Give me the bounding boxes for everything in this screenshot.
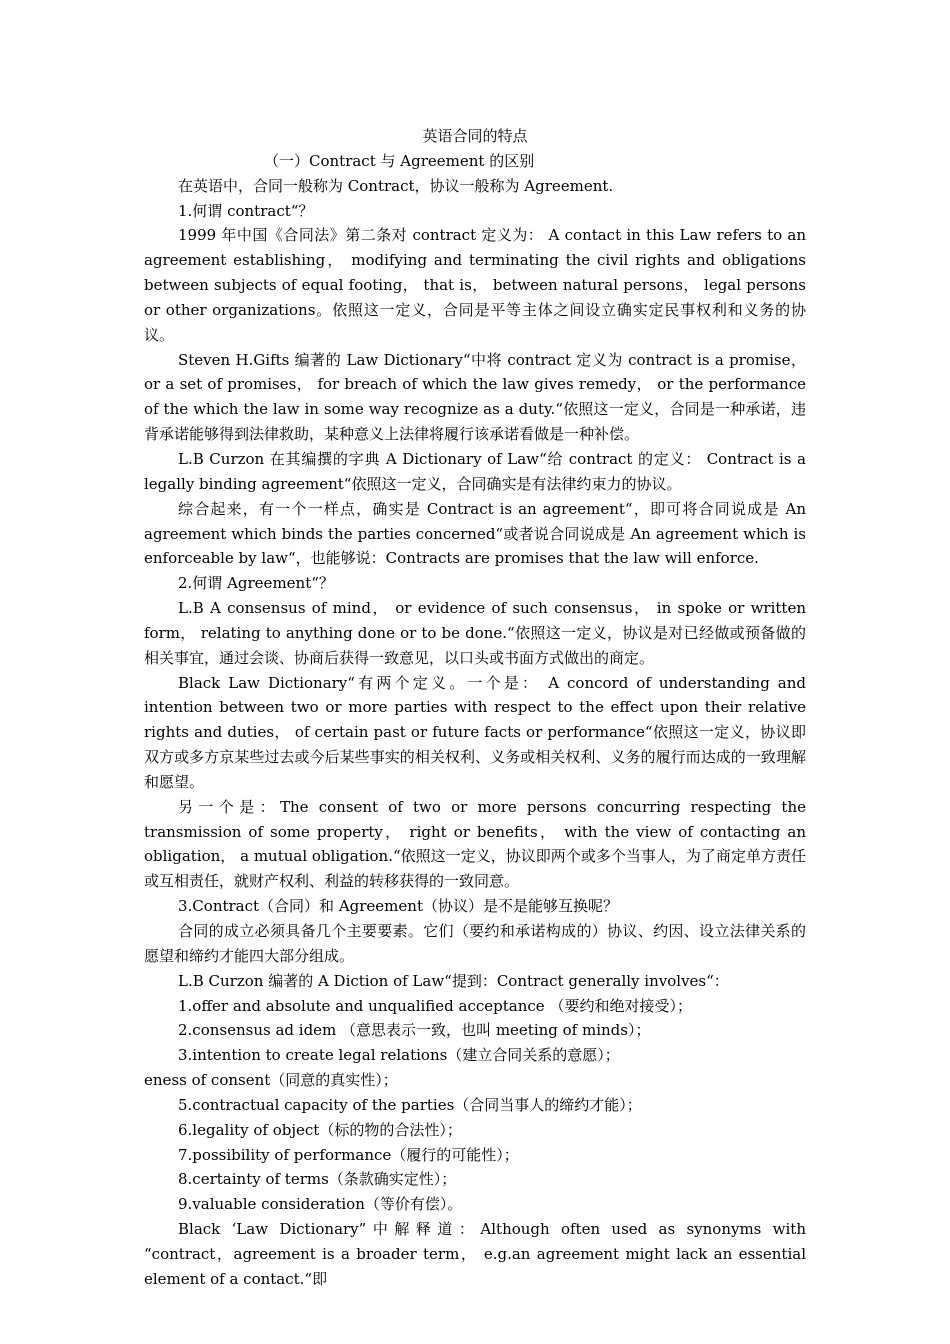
list-item: 2.consensus ad idem （意思表示一致，也叫 meeting of minds）； [178, 1021, 651, 1040]
paragraph: Black Law Dictionary“有两个定义。一个是： A concord of understanding and intention between two or more parties with respect to the effect upon their relative rights and duties， of certain past or future facts or performance“依照这一定义，协议即双方或多方京某些过去或今后某些事实的相关权利、义务或相关权利、义务的履行而达成的一致理解和愿望。 [144, 673, 806, 791]
paragraph: L.B Curzon 在其编撰的字典 A Dictionary of Law“给 contract 的定义： Contract is a legally binding agreement“依照这一定义，合同确实是有法律约束力的协议。 [144, 449, 806, 493]
list-item: 8.certainty of terms（条款确实定性）； [178, 1170, 457, 1189]
list-item: 6.legality of object（标的物的合法性）； [178, 1120, 462, 1139]
list-item: 3.intention to create legal relations（建立合同关系的意愿）； [178, 1046, 620, 1065]
paragraph: 综合起来，有一个一样点，确实是 Contract is an agreement“，即可将合同说成是 An agreement which binds the parties concerned“或者说合同说成是 An agreement which is enforceable by law“，也能够说：Contracts are promises that the law will enforce. [144, 499, 806, 568]
paragraph: L.B A consensus of mind， or evidence of such consensus， in spoke or written form， relating to anything done or to be done.“依照这一定义，协议是对已经做或预备做的相关事宜，通过会谈、协商后获得一致意见，以口头或书面方式做出的商定。 [144, 599, 806, 667]
list-item: 5.contractual capacity of the parties（合同当事人的缔约才能）； [178, 1095, 642, 1114]
list-item: 7.possibility of performance（履行的可能性）； [178, 1145, 519, 1164]
document-body [144, 124, 806, 1292]
paragraph: L.B Curzon 编著的 A Diction of Law“提到：Contract generally involves“： [178, 971, 729, 990]
paragraph: 另一个是：The consent of two or more persons concurring respecting the transmission of some property， right or benefits， with the view of contacting an obligation， a mutual obligation.“依照这一定义，协议即两个或多个当事人，为了商定单方责任或互相责任，就财产权利、利益的转移获得的一致同意。 [144, 797, 806, 891]
list-item: eness of consent（同意的真实性）； [144, 1071, 398, 1090]
list-item: 9.valuable consideration（等价有偿）。 [178, 1195, 463, 1214]
document-title: 英语合同的特点 [422, 127, 528, 145]
section-heading: （一）Contract 与 Agreement 的区别 [264, 151, 535, 170]
paragraph: Black ‘Law Dictionary”中解释道：Although often used as synonyms with “contract，agreement is a broader term， e.g.an agreement might lack an essential element of a contact.“即 [144, 1220, 806, 1288]
paragraph: Steven H.Gifts 编著的 Law Dictionary“中将 contract 定义为 contract is a promise， or a set of promises， for breach of which the law gives remedy， or the performance of the which the law in some way recognize as a duty.“依照这一定义，合同是一种承诺，违背承诺能够得到法律救助，某种意义上法律将履行该承诺看做是一种补偿。 [144, 350, 806, 444]
list-item: 1.offer and absolute and unqualified acceptance （要约和绝对接受）； [178, 996, 692, 1015]
question-heading: 1.何谓 contract“？ [178, 201, 314, 220]
paragraph: 1999 年中国《合同法》第二条对 contract 定义为： A contact in this Law refers to an agreement establishing， modifying and terminating the civil rights and obligations between subjects of equal footing， that is， between natural persons， legal persons or other organizations。依照这一定义，合同是平等主体之间设立确实定民事权利和义务的协议。 [144, 226, 806, 344]
question-heading: 2.何谓 Agreement“？ [178, 574, 334, 593]
paragraph: 合同的成立必须具备几个主要要素。它们（要约和承诺构成的）协议、约因、设立法律关系的愿望和缔约才能四大部分组成。 [144, 922, 806, 965]
question-heading: 3.Contract（合同）和 Agreement（协议）是不是能够互换呢？ [178, 897, 618, 916]
paragraph: 在英语中，合同一般称为 Contract，协议一般称为 Agreement. [178, 176, 614, 195]
